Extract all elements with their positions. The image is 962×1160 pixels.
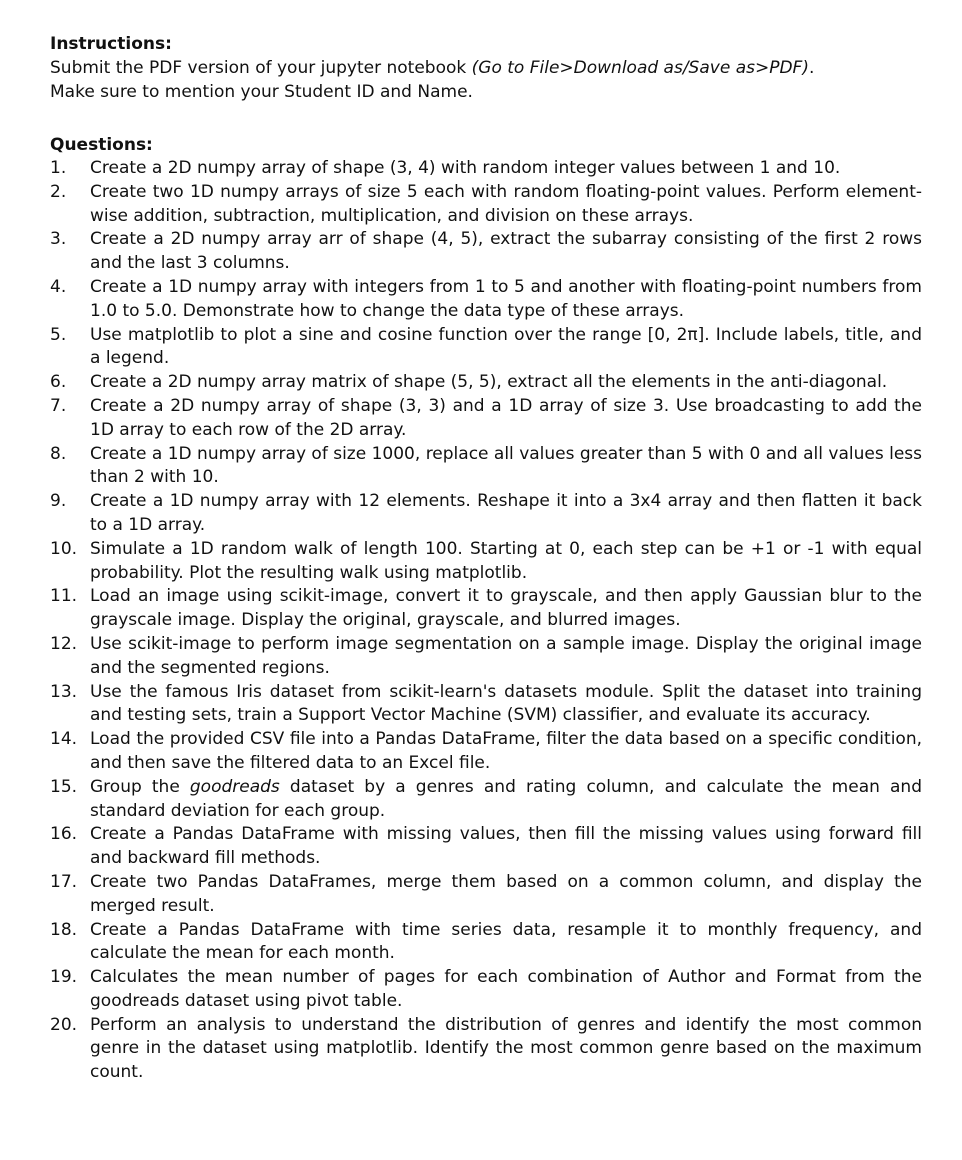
question-number: 14. xyxy=(50,729,78,750)
question-number: 5. xyxy=(50,324,67,345)
question-number: 7. xyxy=(50,395,67,416)
question-item xyxy=(50,181,922,229)
question-item xyxy=(50,228,922,276)
question-text: Use matplotlib to plot a sine and cosine function over the range [0, 2π]. Include labels, title, and a legend. xyxy=(90,324,922,369)
question-text: Perform an analysis to understand the distribution of genres and identify the most common genre in the dataset using matplotlib. Identify the most common genre based on the maximum count. xyxy=(90,1014,922,1083)
question-item xyxy=(50,919,922,967)
question-number: 12. xyxy=(50,633,78,654)
question-number: 13. xyxy=(50,681,78,702)
question-text: Use the famous Iris dataset from scikit-learn's datasets module. Split the dataset into training and testing sets, train a Support Vector Machine (SVM) classifier, and evaluate its accuracy. xyxy=(90,681,922,726)
question-text: Create a 1D numpy array with 12 elements. Reshape it into a 3x4 array and then flatten it back to a 1D array. xyxy=(90,491,922,535)
question-text: Load an image using scikit-image, convert it to grayscale, and then apply Gaussian blur to the grayscale image. Display the original, grayscale, and blurred images. xyxy=(90,586,922,631)
instructions-line-1-text: Submit the PDF version of your jupyter notebook xyxy=(50,58,472,78)
question-item xyxy=(50,395,922,443)
question-number: 15. xyxy=(50,776,78,797)
question-item xyxy=(50,1014,922,1085)
question-item xyxy=(50,371,922,395)
question-item xyxy=(50,633,922,681)
question-number: 16. xyxy=(50,824,78,845)
question-item xyxy=(50,443,922,491)
question-number: 9. xyxy=(50,491,67,512)
question-number: 1. xyxy=(50,158,67,178)
question-text-start: Group the xyxy=(90,776,190,797)
question-text: Create a 2D numpy array arr of shape (4, 5), extract the subarray consisting of the first 2 rows and the last 3 columns. xyxy=(90,229,922,274)
question-text: Create two 1D numpy arrays of size 5 each with random floating-point values. Perform element-wise addition, subtraction, multiplication, and division on these arrays. xyxy=(90,181,922,226)
question-text xyxy=(90,777,922,821)
question-text: Load the provided CSV file into a Pandas DataFrame, filter the data based on a specific condition, and then save the filtered data to an Excel file. xyxy=(90,729,922,773)
question-item xyxy=(50,681,922,729)
question-number: 4. xyxy=(50,276,67,297)
question-text: Create a Pandas DataFrame with time series data, resample it to monthly frequency, and calculate the mean for each month. xyxy=(90,919,922,964)
question-item xyxy=(50,871,922,919)
question-item xyxy=(50,776,922,824)
question-number: 2. xyxy=(50,181,67,202)
question-text: Simulate a 1D random walk of length 100. Starting at 0, each step can be +1 or -1 with equal probability. Plot the resulting walk using matplotlib. xyxy=(90,538,922,583)
question-number: 10. xyxy=(50,538,78,559)
instructions-line-1 xyxy=(50,56,922,80)
question-number: 17. xyxy=(50,871,78,892)
question-item xyxy=(50,538,922,586)
question-number: 3. xyxy=(50,229,67,250)
question-number: 19. xyxy=(50,967,78,988)
instructions-heading: Instructions: xyxy=(50,34,172,54)
document-page xyxy=(50,32,922,1085)
question-text: Create a Pandas DataFrame with missing values, then fill the missing values using forward fill and backward fill methods. xyxy=(90,824,922,869)
question-number: 8. xyxy=(50,443,67,464)
question-number: 11. xyxy=(50,586,78,607)
instructions-line-2: Make sure to mention your Student ID and Name. xyxy=(50,82,473,102)
question-text-end: dataset by a genres and rating column, and calculate the mean and standard deviation for each group. xyxy=(90,776,922,821)
question-text: Create a 2D numpy array matrix of shape (5, 5), extract all the elements in the anti-diagonal. xyxy=(90,372,888,393)
question-item xyxy=(50,823,922,871)
question-item xyxy=(50,728,922,776)
question-item xyxy=(50,276,922,324)
question-item xyxy=(50,324,922,372)
question-text: Create two Pandas DataFrames, merge them based on a common column, and display the merged result. xyxy=(90,871,922,916)
questions-list xyxy=(50,157,922,1085)
question-item xyxy=(50,490,922,538)
questions-heading: Questions: xyxy=(50,135,153,155)
instructions-line-1-italic: (Go to File>Download as/Save as>PDF) xyxy=(471,58,809,78)
question-text: Create a 2D numpy array of shape (3, 4) with random integer values between 1 and 10. xyxy=(90,158,841,178)
question-text: Create a 2D numpy array of shape (3, 3) and a 1D array of size 3. Use broadcasting to add the 1D array to each row of the 2D array. xyxy=(90,395,922,440)
question-number: 18. xyxy=(50,919,78,940)
question-number: 20. xyxy=(50,1014,78,1035)
question-text: Create a 1D numpy array with integers from 1 to 5 and another with floating-point numbers from 1.0 to 5.0. Demonstrate how to change the data type of these arrays. xyxy=(90,276,922,321)
question-text: Use scikit-image to perform image segmentation on a sample image. Display the original image and the segmented regions. xyxy=(90,633,922,678)
question-text-italic: goodreads xyxy=(189,776,280,797)
question-item xyxy=(50,966,922,1014)
instructions-line-1-end: . xyxy=(808,58,815,78)
question-number: 6. xyxy=(50,372,67,393)
question-text: Calculates the mean number of pages for each combination of Author and Format from the goodreads dataset using pivot table. xyxy=(90,967,922,1011)
question-item xyxy=(50,157,922,181)
question-item xyxy=(50,585,922,633)
question-text: Create a 1D numpy array of size 1000, replace all values greater than 5 with 0 and all values less than 2 with 10. xyxy=(90,443,922,488)
